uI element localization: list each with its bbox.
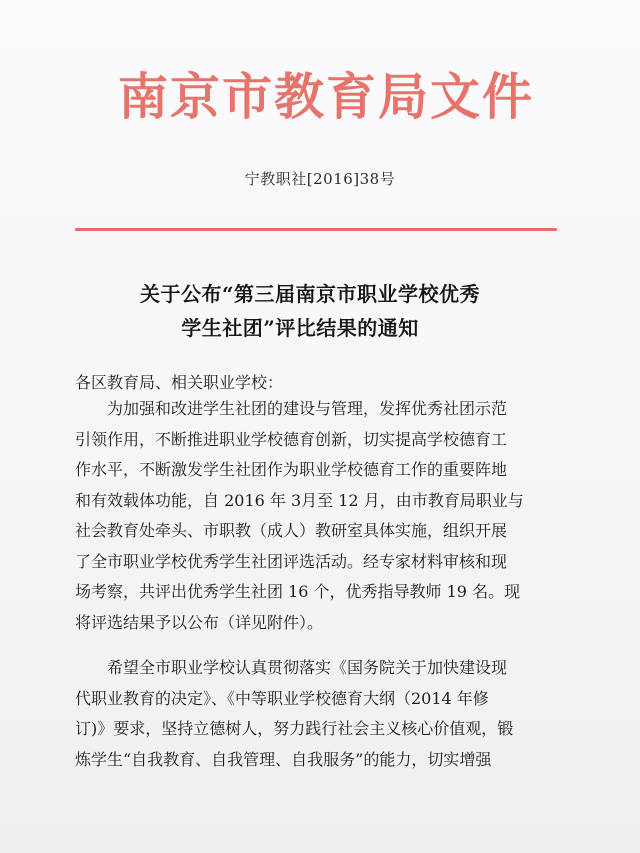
issuer-header-title: 南京市教育局文件 [118, 67, 534, 126]
paragraph-line: 将评选结果予以公布（详见附件）。 [75, 612, 324, 632]
red-divider-line [75, 228, 557, 231]
paragraph-line: 了全市职业学校优秀学生社团评选活动。经专家材料审核和现 [75, 551, 508, 571]
notice-title-line-2: 学生社团”评比结果的通知 [181, 316, 419, 340]
paragraph-line: 希望全市职业学校认真贯彻落实《国务院关于加快建设现 [107, 658, 508, 677]
paragraph-1 [75, 394, 575, 638]
paragraph-line: 炼学生“自我教育、自我管理、自我服务”的能力，切实增强 [75, 749, 492, 769]
paragraph-line: 和有效载体功能，自 2016 年 3月至 12 月，由市教育局职业与 [75, 490, 524, 510]
paragraph-line: 场考察，共评出优秀学生社团 16 个，优秀指导教师 19 名。现 [75, 582, 521, 601]
salutation: 各区教育局、相关职业学校： [75, 373, 284, 392]
paragraph-line: 订)》要求，坚持立德树人，努力践行社会主义核心价值观，锻 [75, 719, 514, 738]
document-number: 宁教职社[2016]38号 [244, 170, 396, 188]
paragraph-line: 社会教育处牵头、市职教（成人）教研室具体实施，组织开展 [75, 521, 508, 540]
paragraph-line: 为加强和改进学生社团的建设与管理，发挥优秀社团示范 [107, 399, 508, 418]
notice-title-line-1: 关于公布“第三届南京市职业学校优秀 [139, 282, 480, 306]
paragraph-line: 代职业教育的决定》、《中等职业学校德育大纲（2014 年修 [75, 688, 489, 708]
paragraph-line: 引领作用，不断推进职业学校德育创新，切实提高学校德育工 [75, 429, 508, 449]
paragraph-2 [75, 653, 575, 775]
paragraph-line: 作水平，不断激发学生社团作为职业学校德育工作的重要阵地 [75, 460, 508, 479]
